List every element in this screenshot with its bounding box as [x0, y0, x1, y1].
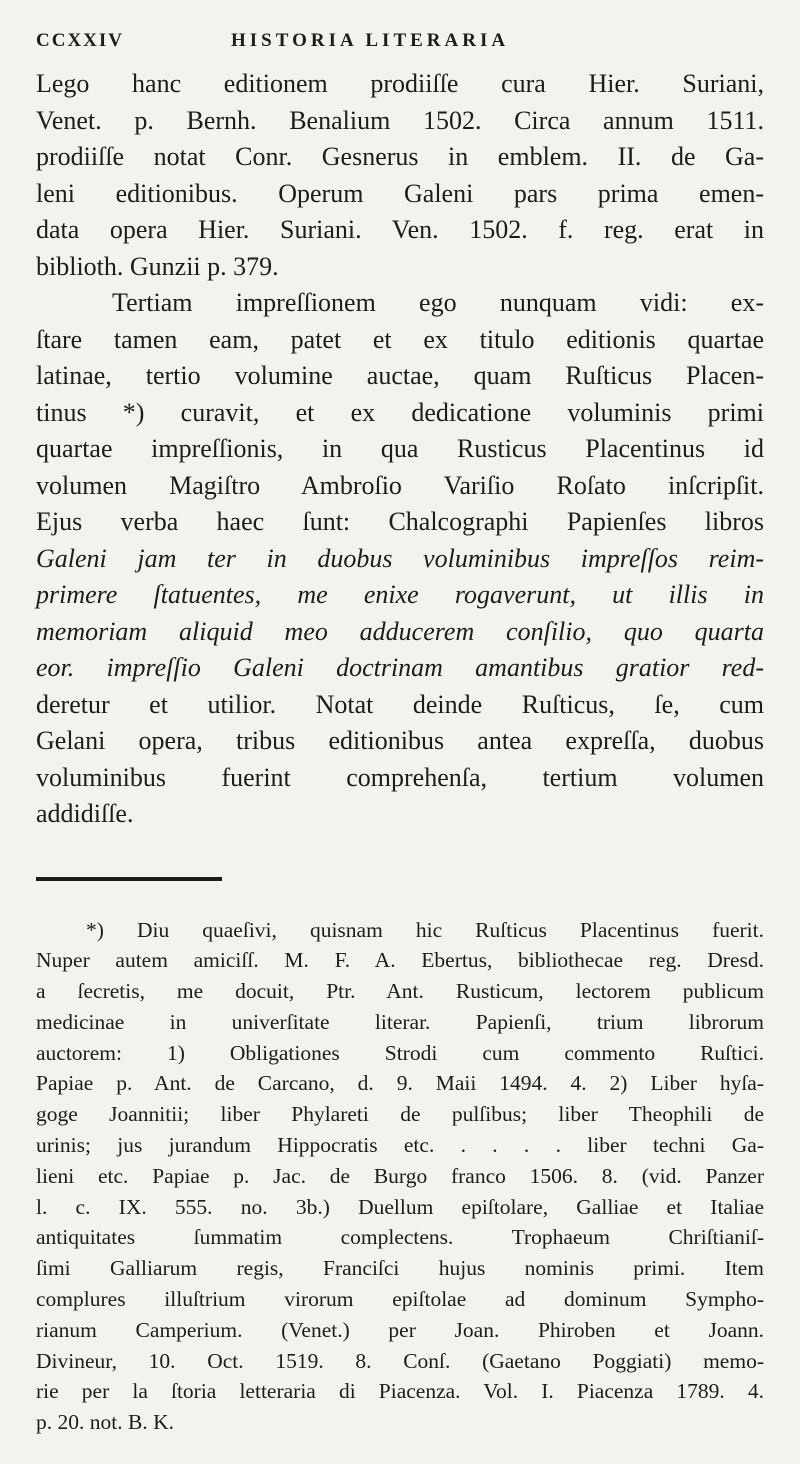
folio-number: CCXXIV [36, 30, 124, 51]
footnote-line: lieni etc. Papiae p. Jac. de Burgo franco 1506. 8. (vid. Panzer [36, 1163, 764, 1188]
footnote-rule [36, 877, 222, 881]
body-line: latinae, tertio volumine auctae, quam Ruſticus Placen- [36, 361, 764, 390]
footnote-line: goge Joannitii; liber Phylareti de pulſibus; liber Theophili de [36, 1102, 764, 1127]
footnote-line: urinis; jus jurandum Hippocratis etc. . . . . liber techni Ga- [36, 1133, 764, 1158]
body-line: ſtare tamen eam, patet et ex titulo editionis quartae [36, 324, 764, 354]
footnote-line: *) Diu quaeſivi, quisnam hic Ruſticus Placentinus fuerit. [86, 917, 764, 942]
footnote-line: Divineur, 10. Oct. 1519. 8. Conſ. (Gaetano Poggiati) memo- [36, 1348, 764, 1373]
body-line: prodiiſſe notat Conr. Gesnerus in emblem. II. de Ga- [36, 142, 764, 171]
body-line: data opera Hier. Suriani. Ven. 1502. f. reg. erat in [36, 215, 764, 244]
body-line: Gelani opera, tribus editionibus antea expreſſa, duobus [36, 726, 764, 755]
body-line: voluminibus fuerint comprehenſa, tertium volumen [36, 762, 764, 792]
body-line: volumen Magiſtro Ambroſio Variſio Roſato inſcripſit. [36, 470, 764, 500]
footnote-line: rie per la ſtoria letteraria di Piacenza. Vol. I. Piacenza 1789. 4. [36, 1379, 764, 1404]
body-line: tinus *) curavit, et ex dedicatione voluminis primi [36, 397, 764, 427]
body-line: Tertiam impreſſionem ego nunquam vidi: ex- [112, 288, 764, 317]
body-line: addidiſſe. [36, 799, 134, 828]
footnote-line: complures illuſtrium virorum epiſtolae ad dominum Sympho- [36, 1287, 764, 1312]
footnote [36, 915, 764, 1439]
footnote-line: l. c. IX. 555. no. 3b.) Duellum epiſtolare, Galliae et Italiae [36, 1194, 764, 1219]
body-line: Venet. p. Bernh. Benalium 1502. Circa annum 1511. [36, 105, 764, 135]
body-line: eor. impreſſio Galeni doctrinam amantibus gratior red- [36, 653, 764, 682]
footnote-line: medicinae in univerſitate literar. Papienſi, trium librorum [36, 1009, 764, 1034]
footnote-line: antiquitates ſummatim complectens. Trophaeum Chriſtianiſ- [36, 1225, 764, 1250]
body-line: biblioth. Gunzii p. 379. [36, 251, 279, 281]
running-title: HISTORIA LITERARIA [231, 30, 510, 51]
footnote-line: ſimi Galliarum regis, Franciſci hujus nominis primi. Item [36, 1256, 764, 1281]
footnote-line: p. 20. not. B. K. [36, 1410, 174, 1435]
footnote-line: a ſecretis, me docuit, Ptr. Ant. Rusticum, lectorem publicum [36, 979, 764, 1004]
body-line: memoriam aliquid meo adducerem conſilio, quo quarta [36, 616, 764, 646]
footnote-line: rianum Camperium. (Venet.) per Joan. Phiroben et Joann. [36, 1317, 764, 1342]
body-line: Ejus verba haec ſunt: Chalcographi Papienſes libros [36, 507, 764, 536]
body-line: Lego hanc editionem prodiiſſe cura Hier. Suriani, [36, 69, 764, 98]
body-line: primere ſtatuentes, me enixe rogaverunt, ut illis in [36, 580, 764, 609]
footnote-line: Papiae p. Ant. de Carcano, d. 9. Maii 1494. 4. 2) Liber hyſa- [36, 1071, 764, 1096]
body-line: deretur et utilior. Notat deinde Ruſticus, ſe, cum [36, 689, 764, 719]
footnote-line: Nuper autem amiciſſ. M. F. A. Ebertus, bibliothecae reg. Dresd. [36, 948, 764, 973]
body-line: leni editionibus. Operum Galeni pars prima emen- [36, 178, 764, 208]
footnote-line: auctorem: 1) Obligationes Strodi cum commento Ruſtici. [36, 1040, 764, 1065]
body-line: Galeni jam ter in duobus voluminibus impreſſos reim- [36, 543, 764, 573]
page-header [36, 30, 764, 52]
body-line: quartae impreſſionis, in qua Rusticus Placentinus id [36, 434, 764, 463]
main-text [36, 66, 764, 833]
